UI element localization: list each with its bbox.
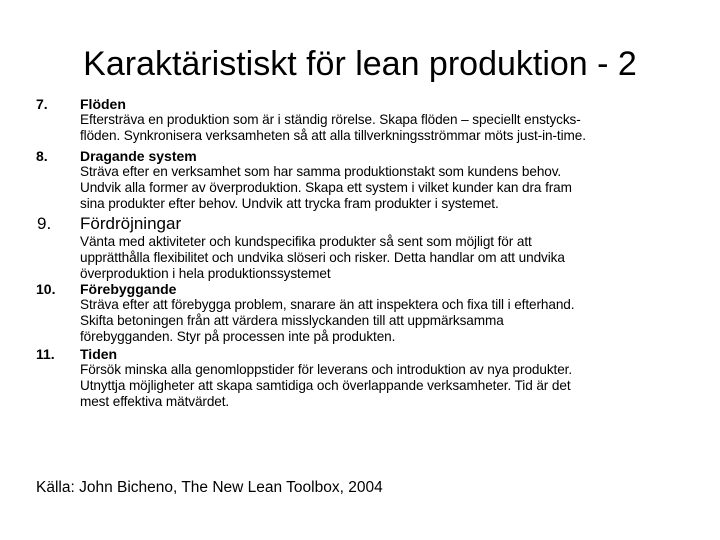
item-text-line: Vänta med aktiviteter och kundspecifika produkter så sent som möjligt för att xyxy=(80,234,532,249)
item-number: 8. xyxy=(36,148,48,164)
source-citation: Källa: John Bicheno, The New Lean Toolbox, 2004 xyxy=(36,479,383,496)
item-text-line: förebygganden. Styr på processen inte på produkten. xyxy=(80,328,396,344)
item-text-line: Försök minska alla genomloppstider för leverans och introduktion av nya produkter. xyxy=(80,362,573,377)
item-number: 10. xyxy=(36,281,56,297)
slide-title: Karaktäristiskt för lean produktion - 2 xyxy=(83,45,637,83)
item-text-line: upprätthålla flexibilitet och undvika slöseri och risker. Detta handlar om att undvika xyxy=(80,249,565,265)
item-text-line: Sträva efter att förebygga problem, snarare än att inspektera och fixa till i efterhand. xyxy=(80,297,575,312)
item-text-line: Eftersträva en produktion som är i ständig rörelse. Skapa flöden – speciellt enstycks- xyxy=(80,112,581,127)
item-heading: Dragande system xyxy=(80,148,197,164)
item-heading: Tiden xyxy=(80,346,118,362)
item-text-line: Undvik alla former av överproduktion. Skapa ett system i vilket kunder kan dra fram xyxy=(80,179,572,195)
item-heading: Flöden xyxy=(80,96,126,112)
item-text-line: sina produkter efter behov. Undvik att trycka fram produkter i systemet. xyxy=(80,195,499,211)
item-number: 9. xyxy=(37,214,52,233)
item-heading: Fördröjningar xyxy=(80,214,182,233)
item-text-line: mest effektiva mätvärdet. xyxy=(80,393,230,409)
item-heading: Förebyggande xyxy=(80,281,177,297)
item-text-line: Utnyttja möjligheter att skapa samtidiga och överlappande verksamheter. Tid är det xyxy=(80,377,571,393)
item-number: 11. xyxy=(36,346,55,362)
item-text-line: Sträva efter en verksamhet som har samma produktionstakt som kundens behov. xyxy=(80,164,562,179)
item-text-line: Skifta betoningen från att värdera misslyckanden till att uppmärksamma xyxy=(80,312,504,328)
item-number: 7. xyxy=(36,96,48,112)
item-text-line: överproduktion i hela produktionssystemet xyxy=(80,265,331,281)
item-text-line: flöden. Synkronisera verksamheten så att alla tillverkningsströmmar möts just-in-time. xyxy=(80,127,586,143)
